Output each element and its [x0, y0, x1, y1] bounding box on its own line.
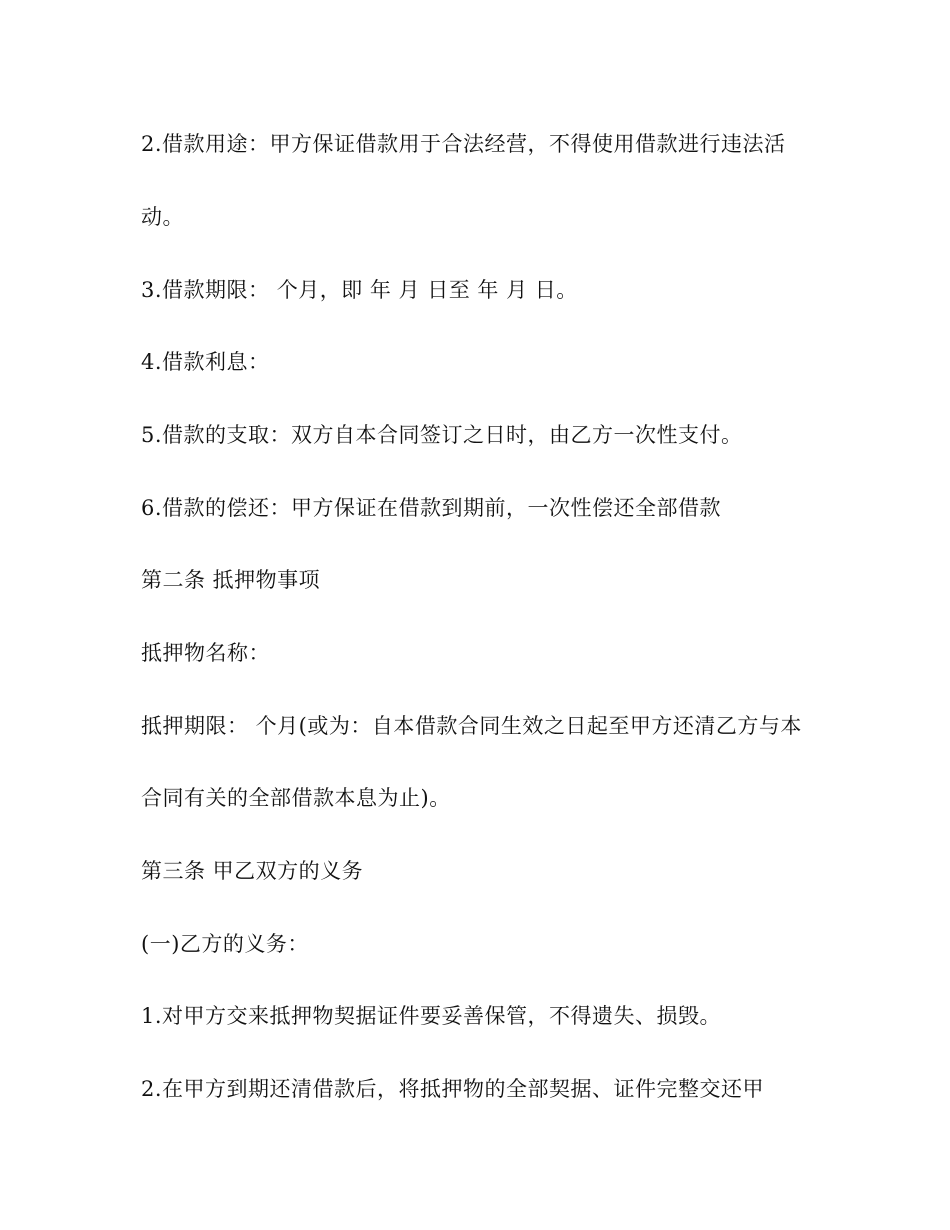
text-line-obligation-2: 2.在甲方到期还清借款后，将抵押物的全部契据、证件完整交还甲	[141, 1077, 765, 1101]
text-line-collateral-name: 抵押物名称：	[141, 641, 270, 665]
section-heading-article-2: 第二条 抵押物事项	[141, 568, 321, 592]
text-line-collateral-term-cont: 合同有关的全部借款本息为止)。	[141, 786, 451, 810]
text-line-loan-interest: 4.借款利息：	[141, 350, 270, 374]
text-line-loan-purpose-cont: 动。	[141, 205, 184, 229]
text-line-obligation-1: 1.对甲方交来抵押物契据证件要妥善保管，不得遗失、损毁。	[141, 1004, 722, 1028]
text-line-collateral-term: 抵押期限： 个月(或为：自本借款合同生效之日起至甲方还清乙方与本	[141, 714, 802, 738]
text-line-loan-disbursement: 5.借款的支取：双方自本合同签订之日时，由乙方一次性支付。	[141, 423, 743, 447]
text-line-loan-term: 3.借款期限： 个月，即 年 月 日至 年 月 日。	[141, 278, 578, 302]
subheading-party-b-obligations: (一)乙方的义务：	[141, 932, 309, 956]
text-line-loan-repayment: 6.借款的偿还：甲方保证在借款到期前，一次性偿还全部借款	[141, 496, 722, 520]
text-line-loan-purpose: 2.借款用途：甲方保证借款用于合法经营，不得使用借款进行违法活	[141, 132, 786, 156]
section-heading-article-3: 第三条 甲乙双方的义务	[141, 859, 364, 883]
